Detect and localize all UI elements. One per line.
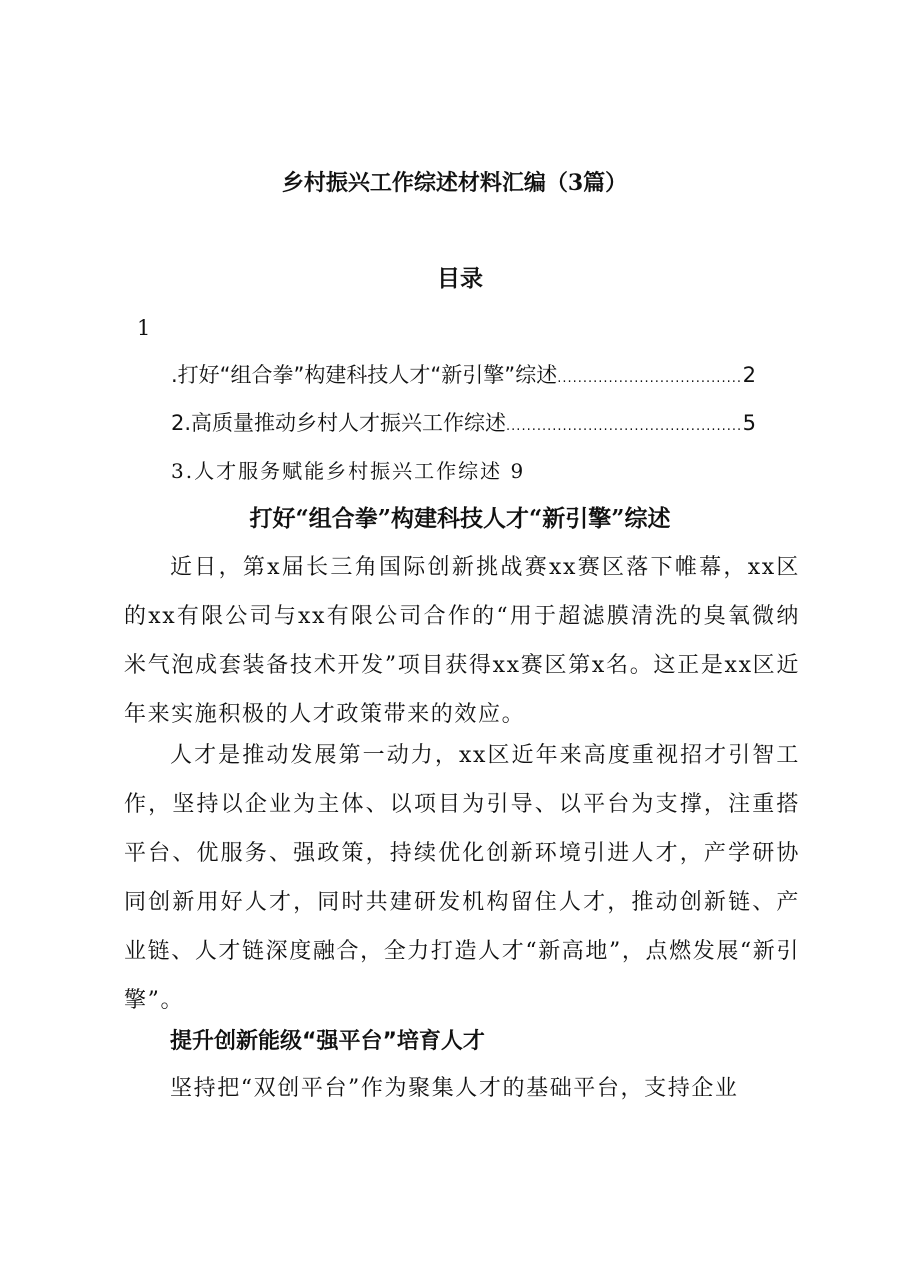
toc-page-number: 5 xyxy=(742,411,756,435)
toc-leading-number: 1 xyxy=(137,316,151,340)
toc-entry-1[interactable] xyxy=(171,359,756,389)
toc-heading: 目录 xyxy=(437,265,483,292)
toc-entry-title: 2.高质量推动乡村人才振兴工作综述 xyxy=(171,411,507,435)
article-title: 打好“组合拳”构建科技人才“新引擎”综述 xyxy=(249,505,671,532)
toc-leader-dots xyxy=(557,371,742,386)
body-paragraph: 坚持把“双创平台”作为聚集人才的基础平台，支持企业 xyxy=(170,1076,739,1101)
body-paragraph: 人才是推动发展第一动力，xx区近年来高度重视招才引智工作，坚持以企业为主体、以项目为引导、以平台为支撑，注重搭平台、优服务、强政策，持续优化创新环境引进人才，产学研协同创新用好人才，同时共建研发机构留住人才，推动创新链、产业链、人才链深度融合，全力打造人才“新高地”，点燃发展“新引擎”。 xyxy=(124,743,800,1013)
toc-entry-2[interactable] xyxy=(171,407,756,437)
toc-entry-3[interactable]: 3.人才服务赋能乡村振兴工作综述 9 xyxy=(171,459,526,483)
toc-entry-title: .打好“组合拳”构建科技人才“新引擎”综述 xyxy=(171,363,558,387)
toc-leader-dots xyxy=(506,419,743,434)
toc-page-number: 2 xyxy=(742,363,756,387)
section-heading: 提升创新能级“强平台”培育人才 xyxy=(170,1029,485,1054)
document-title: 乡村振兴工作综述材料汇编（3篇） xyxy=(281,170,628,196)
body-paragraph: 近日，第x届长三角国际创新挑战赛xx赛区落下帷幕，xx区的xx有限公司与xx有限公司合作的“用于超滤膜清洗的臭氧微纳米气泡成套装备技术开发”项目获得xx赛区第x名。这正是xx区近年来实施积极的人才政策带来的效应。 xyxy=(124,555,800,727)
